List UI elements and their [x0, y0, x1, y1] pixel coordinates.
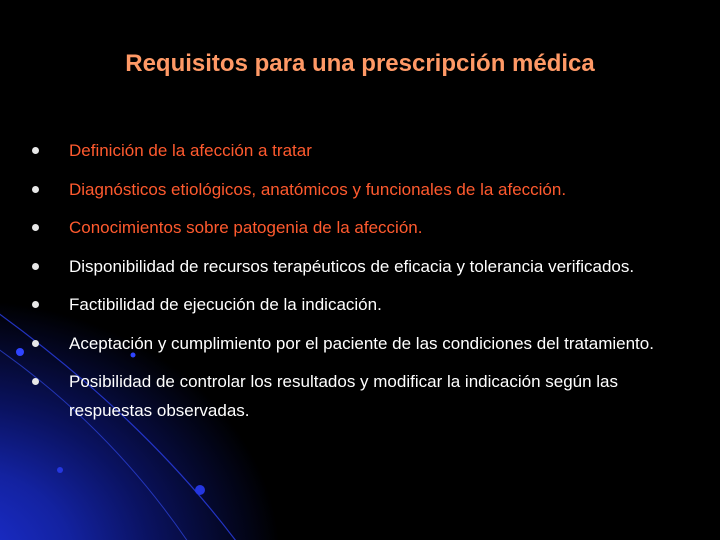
bullet-item [32, 290, 692, 319]
decorative-dot [57, 467, 63, 473]
bullet-text: Disponibilidad de recursos terapéuticos de eficacia y tolerancia verificados. [69, 256, 635, 276]
bullet-list [32, 136, 692, 435]
slide-title: Requisitos para una prescripción médica [125, 50, 595, 77]
bullet-dot-icon [32, 147, 39, 154]
bullet-item [32, 367, 692, 425]
bullet-text: Conocimientos sobre patogenia de la afección. [69, 218, 423, 237]
bullet-item [32, 213, 692, 242]
bullet-text: Posibilidad de controlar los resultados y modificar la indicación según las respuestas observadas. [69, 372, 619, 420]
bullet-text: Factibilidad de ejecución de la indicación. [69, 295, 382, 314]
bullet-item [32, 175, 692, 204]
bullet-dot-icon [32, 340, 39, 347]
bullet-text: Diagnósticos etiológicos, anatómicos y funcionales de la afección. [69, 179, 567, 199]
bullet-item [32, 329, 692, 358]
bullet-item [32, 136, 692, 165]
bullet-dot-icon [32, 263, 39, 270]
bullet-item [32, 252, 692, 281]
bullet-dot-icon [32, 186, 39, 193]
bullet-dot-icon [32, 224, 39, 231]
bullet-text: Definición de la afección a tratar [69, 141, 312, 160]
decorative-dot [195, 485, 205, 495]
bullet-dot-icon [32, 301, 39, 308]
bullet-dot-icon [32, 378, 39, 385]
decorative-dot [16, 348, 24, 356]
bullet-text: Aceptación y cumplimiento por el paciente de las condiciones del tratamiento. [69, 333, 654, 353]
